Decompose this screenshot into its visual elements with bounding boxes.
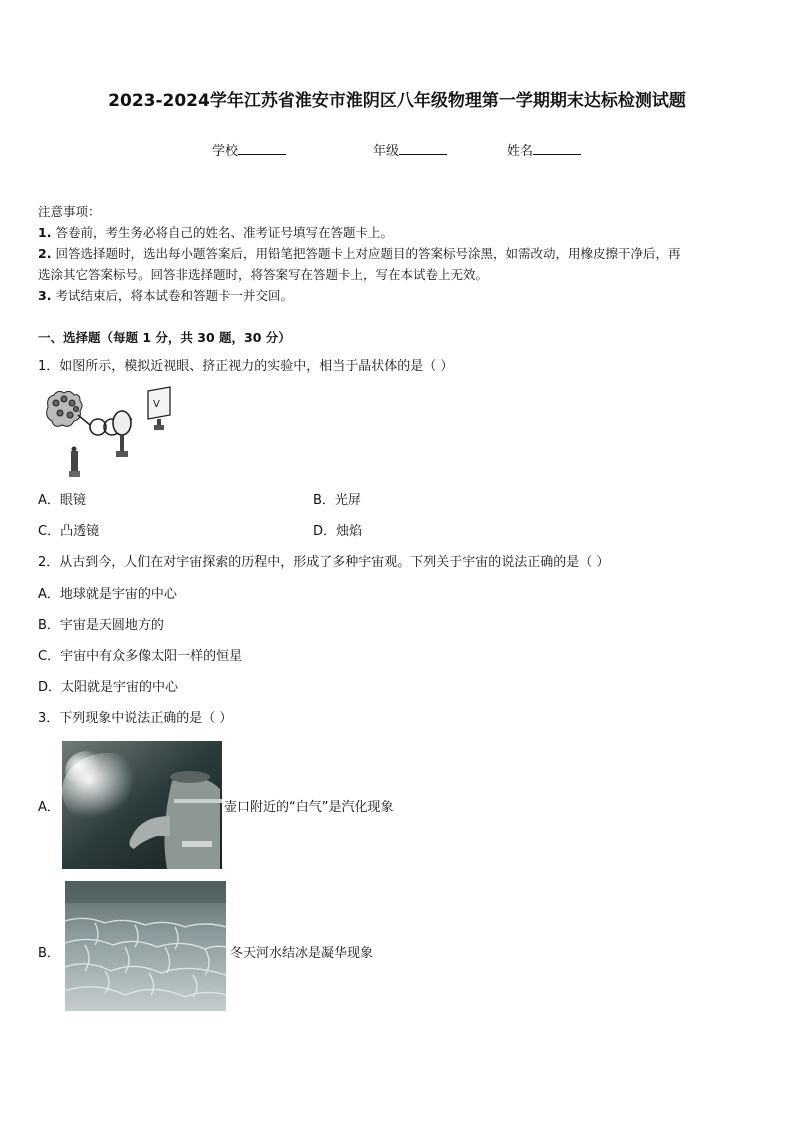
frozen-river-photo xyxy=(65,881,226,1011)
question-1-option-b[interactable]: B．光屏 xyxy=(313,493,361,508)
name-field xyxy=(507,140,581,159)
question-3-stem: 3．下列现象中说法正确的是（ ） xyxy=(38,711,233,726)
grade-field xyxy=(373,140,447,159)
question-3-option-a[interactable]: 壶口附近的“白气”是汽化现象 xyxy=(224,800,394,815)
kettle-steam-photo xyxy=(62,741,222,869)
section-title: 一、选择题（每题 1 分，共 30 题，30 分） xyxy=(38,330,291,345)
notice-item: 1. 答卷前，考生务必将自己的姓名、准考证号填写在答题卡上。 xyxy=(38,225,393,240)
school-label: 学校 xyxy=(212,144,239,159)
question-1-option-c[interactable]: C．凸透镜 xyxy=(38,524,100,539)
notice-item: 2. 回答选择题时，选出每小题答案后，用铅笔把答题卡上对应题目的答案标号涂黑，如需改动，用橡皮擦干净后，再 xyxy=(38,246,681,261)
question-1-option-a[interactable]: A．眼镜 xyxy=(38,493,86,508)
screen-image-letter: V xyxy=(153,399,160,410)
grade-blank xyxy=(399,142,447,155)
optics-experiment-figure xyxy=(40,385,190,483)
school-field xyxy=(212,140,286,159)
question-1-option-d[interactable]: D．烛焰 xyxy=(313,524,363,539)
question-2-option-c[interactable]: C．宇宙中有众多像太阳一样的恒星 xyxy=(38,649,243,664)
question-3-option-b-letter[interactable]: B． xyxy=(38,946,60,961)
notice-item: 3. 考试结束后，将本试卷和答题卡一并交回。 xyxy=(38,288,293,303)
grade-label: 年级 xyxy=(373,144,400,159)
question-2-option-d[interactable]: D．太阳就是宇宙的中心 xyxy=(38,680,179,695)
question-3-option-a-letter[interactable]: A． xyxy=(38,800,60,815)
notice-item: 选涂其它答案标号。回答非选择题时，将答案写在答题卡上，写在本试卷上无效。 xyxy=(38,267,489,282)
name-label: 姓名 xyxy=(507,144,534,159)
question-1-stem: 1．如图所示，模拟近视眼、挤正视力的实验中，相当于晶状体的是（ ） xyxy=(38,359,454,374)
question-3-option-b[interactable]: 冬天河水结冰是凝华现象 xyxy=(230,946,374,961)
page-title: 2023-2024学年江苏省淮安市淮阴区八年级物理第一学期期末达标检测试题 xyxy=(108,91,686,111)
question-2-stem: 2．从古到今，人们在对宇宙探索的历程中，形成了多种宇宙观。下列关于宇宙的说法正确的是（ ） xyxy=(38,555,610,570)
school-blank xyxy=(238,142,286,155)
notice-block xyxy=(38,201,760,306)
question-2-option-a[interactable]: A．地球就是宇宙的中心 xyxy=(38,587,177,602)
question-2-option-b[interactable]: B．宇宙是天圆地方的 xyxy=(38,618,164,633)
notice-heading: 注意事项： xyxy=(38,204,101,219)
name-blank xyxy=(533,142,581,155)
